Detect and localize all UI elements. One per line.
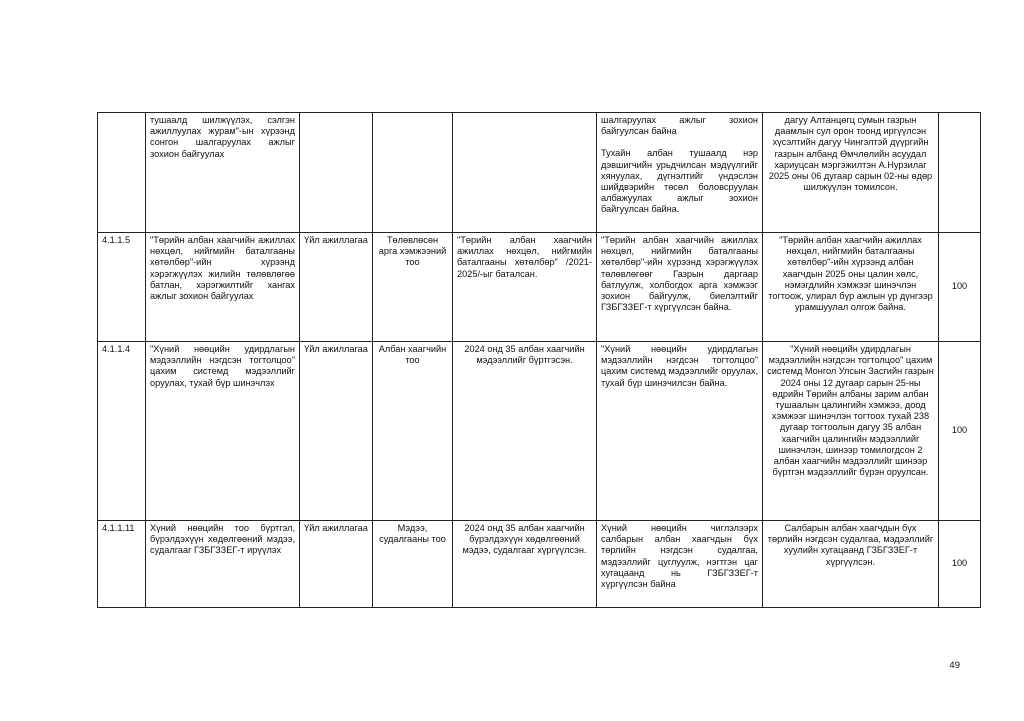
row-target: 2024 онд 35 албан хаагчийн бүрэлдэхүүн хөдөлгөөний мэдээ, судалгааг хүргүүлсэн. [453,521,597,608]
progress-report-table [97,112,981,608]
row-target: "Төрийн албан хаагчийн ажиллах нөхцөл, нийгмийн баталгааны хөтөлбөр" /2021-2025/-ыг баталсан. [453,233,597,342]
row-type: Үйл ажиллагаа [300,342,373,521]
table-row [98,113,981,233]
row-report [597,233,763,342]
report-paragraph: Хүний нөөцийн чиглэлээрх салбарын албан хаагчдын бүх төрлийн нэгдсэн судалгаа, мэдээллийг цуглуулж, нэгтгэн цаг хугацаанд нь ГЗБГЗЗЕГ-т хүргүүлсэн байна [601,523,758,590]
row-report [597,342,763,521]
row-code: 4.1.1.11 [98,521,146,608]
row-score: 100 [939,342,981,521]
row-score: 100 [939,521,981,608]
row-result: "Хүний нөөцийн удирдлагын мэдээллийн нэгдсэн тогтолцоо" цахим системд Монгол Улсын Засгийн газрын 2024 оны 12 дугаар сарын 25-ны өдрийн Төрийн албаны зарим албан тушаалын цалингийн хэмжээ, доод хэмжээг шинэчлэн тогтоох тухай 238 дугаар тогтоолын дагуу 35 албан хаагчийн цалингийн мэдээллийг шинэчлэн, шинээр томилогдсон 2 албан хаагчийн мэдээллийг шинээр бүртгэн мэдээллийг бүрэн оруулсан. [763,342,939,521]
row-result: дагуу Алтанцөгц сумын газрын даамлын сул орон тоонд иргүүлсэн хүсэлтийн дагуу Чингэлтэй дүүргийн газрын албанд Өмчлөлийн асуудал хариуцсан мэргэжилтэн А.Нурзилаг 2025 оны 06 дугаар сарын 02-ны өдөр шилжүүлэн томилсон. [763,113,939,233]
row-task: тушаалд шилжүүлэх, сэлгэн ажиллуулах журам"-ын хүрээнд сонгон шалгаруулах ажлыг зохион байгуулах [146,113,300,233]
row-task: "Төрийн албан хаагчийн ажиллах нөхцөл, нийгмийн баталгааны хөтөлбөр"-ийн хүрээнд хэрэгжүүлэх жилийн төлөвлөгөө батлан, хэрэгжилтийг хангах ажлыг зохион байгуулах [146,233,300,342]
row-method: Төлөвлөсөн арга хэмжээний тоо [373,233,453,342]
row-code [98,113,146,233]
row-type: Үйл ажиллагаа [300,233,373,342]
report-paragraph: "Хүний нөөцийн удирдлагын мэдээллийн нэгдсэн тогтолцоо" цахим системд мэдээллийг оруулах, тухай бүр шинэчилсэн байна. [601,344,758,388]
row-score: 100 [939,233,981,342]
report-paragraph: шалгаруулах ажлыг зохион байгуулсан байна [601,115,758,137]
row-task: "Хүний нөөцийн удирдлагын мэдээллийн нэгдсэн тогтолцоо" цахим системд мэдээллийг оруулах, тухай бүр шинэчлэх [146,342,300,521]
page-number: 49 [949,660,960,671]
table-row [98,342,981,521]
row-task: Хүний нөөцийн тоо бүртгэл, бүрэлдэхүүн хөдөлгөөний мэдээ, судалгааг ГЗБГЗЗЕГ-т ирүүлэх [146,521,300,608]
row-report [597,113,763,233]
row-target: 2024 онд 35 албан хаагчийн мэдээллийг бүртгэсэн. [453,342,597,521]
row-type [300,113,373,233]
row-code: 4.1.1.4 [98,342,146,521]
table-row [98,521,981,608]
row-method: Албан хаагчийн тоо [373,342,453,521]
row-result: "Төрийн албан хаагчийн ажиллах нөхцөл, нийгмийн баталгааны хөтөлбөр"-ийн хүрээнд албан хаагчдын 2025 оны цалин хөлс, нэмэгдлийн хэмжээг шинэчлэн тогтоож, улирал бүр ажлын үр дүнгээр урамшуулал олгож байна. [763,233,939,342]
table-row [98,233,981,342]
report-paragraph: Тухайн албан тушаалд нэр дэвшигчийн урьдчилсан мэдүүлгийг хянуулах, дүгнэлтийг үндэслэн шийдвэрийн төсөл боловсруулан албажуулах ажлыг зохион байгуулсан байна. [601,148,758,215]
row-report [597,521,763,608]
row-target [453,113,597,233]
row-type: Үйл ажиллагаа [300,521,373,608]
row-code: 4.1.1.5 [98,233,146,342]
row-score [939,113,981,233]
row-method: Мэдээ, судалгааны тоо [373,521,453,608]
row-result: Салбарын албан хаагчдын бүх төрлийн нэгдсэн судалгаа, мэдээллийг хуулийн хугацаанд ГЗБГЗЗЕГ-т хүргүүлсэн. [763,521,939,608]
row-method [373,113,453,233]
report-paragraph: "Төрийн албан хаагчийн ажиллах нөхцөл, нийгмийн баталгааны хөтөлбөр"-ийн хүрээнд хэрэгжүүлэх төлөвлөгөөг Газрын даргаар батлуулж, холбогдох арга хэмжээг зохион байгуулж, биелэлтийг ГЗБГЗЗЕГ-т хүргүүлсэн байна. [601,235,758,313]
